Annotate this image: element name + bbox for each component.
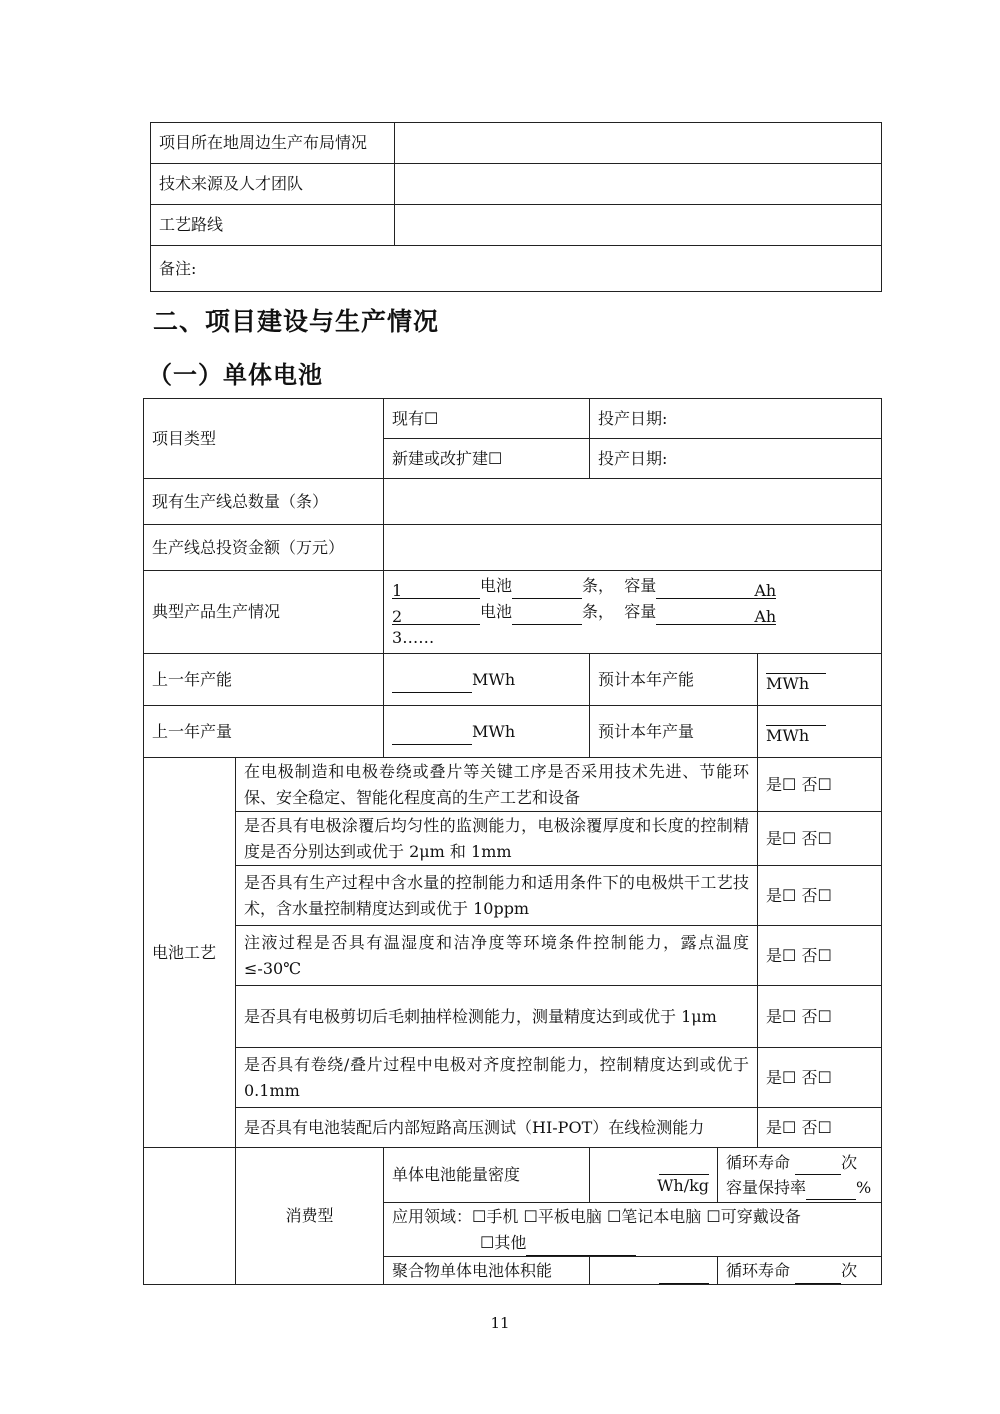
value-process-route[interactable] (395, 205, 882, 246)
existing-start-date[interactable]: 投产日期: (590, 399, 882, 439)
project-info-table (150, 122, 882, 292)
cycle-retention-cell[interactable]: 循环寿命 次 容量保持率 % (718, 1148, 882, 1203)
value-surrounding-layout[interactable] (395, 123, 882, 164)
label-line-count: 现有生产线总数量（条） (144, 479, 384, 525)
label-capacity-estimate: 预计本年产能 (590, 654, 758, 706)
label-application: 应用领域： (392, 1206, 473, 1226)
label-output-estimate: 预计本年产量 (590, 706, 758, 758)
process-item-text: 在电极制造和电极卷绕或叠片等关键工序是否采用技术先进、节能环保、安全稳定、智能化程度高的生产工艺和设备 (236, 758, 758, 812)
app-option-wearable[interactable]: ☐可穿戴设备 (706, 1206, 801, 1226)
value-capacity-last-year[interactable]: MWh (384, 654, 590, 706)
option-new-or-expand[interactable]: 新建或改扩建☐ (384, 439, 590, 479)
value-energy-density[interactable]: Wh/kg (590, 1148, 718, 1203)
label-battery-process: 电池工艺 (144, 758, 236, 1148)
process-item-choice[interactable]: 是☐ 否☐ (758, 758, 882, 812)
process-item-text: 是否具有电池装配后内部短路高压测试（HI-POT）在线检测能力 (236, 1108, 758, 1148)
value-polymer-volume-energy[interactable] (590, 1257, 718, 1285)
label-tech-source: 技术来源及人才团队 (151, 164, 395, 205)
section-title: 二、项目建设与生产情况 (153, 307, 440, 336)
polymer-cycle-cell[interactable]: 循环寿命 次 (718, 1257, 882, 1285)
consumer-blank-cell (144, 1148, 236, 1285)
process-item-text: 是否具有生产过程中含水量的控制能力和适用条件下的电极烘干工艺技术，含水量控制精度达到或优于 10ppm (236, 866, 758, 926)
value-investment[interactable] (384, 525, 882, 571)
label-output-last-year: 上一年产量 (144, 706, 384, 758)
app-option-tablet[interactable]: ☐平板电脑 (523, 1206, 602, 1226)
value-line-count[interactable] (384, 479, 882, 525)
value-output-last-year[interactable]: MWh (384, 706, 590, 758)
label-capacity-last-year: 上一年产能 (144, 654, 384, 706)
typical-line-1: 1 电池 条， 容量 Ah (392, 576, 777, 600)
value-tech-source[interactable] (395, 164, 882, 205)
new-start-date[interactable]: 投产日期: (590, 439, 882, 479)
typical-line-3: 3…… (392, 628, 435, 647)
label-project-type: 项目类型 (144, 399, 384, 479)
process-item-choice[interactable]: 是☐ 否☐ (758, 926, 882, 986)
remark-field[interactable]: 备注: (151, 246, 882, 292)
typical-line-2: 2 电池 条， 容量 Ah (392, 602, 777, 626)
label-energy-density: 单体电池能量密度 (384, 1148, 590, 1203)
label-consumer-type: 消费型 (236, 1148, 384, 1285)
process-item-choice[interactable]: 是☐ 否☐ (758, 1108, 882, 1148)
process-item-choice[interactable]: 是☐ 否☐ (758, 1048, 882, 1108)
label-process-route: 工艺路线 (151, 205, 395, 246)
application-field-cell[interactable] (384, 1203, 882, 1257)
subsection-title: （一）单体电池 (148, 361, 323, 389)
label-surrounding-layout: 项目所在地周边生产布局情况 (151, 123, 395, 164)
process-item-choice[interactable]: 是☐ 否☐ (758, 866, 882, 926)
label-polymer-volume-energy: 聚合物单体电池体积能 (384, 1257, 590, 1285)
app-option-other[interactable]: ☐其他 (480, 1232, 527, 1252)
process-item-choice[interactable]: 是☐ 否☐ (758, 812, 882, 866)
typical-products-field[interactable] (384, 571, 882, 654)
battery-table (143, 398, 882, 1285)
process-item-text: 是否具有卷绕/叠片过程中电极对齐度控制能力，控制精度达到或优于 0.1mm (236, 1048, 758, 1108)
process-item-text: 是否具有电极剪切后毛刺抽样检测能力，测量精度达到或优于 1μm (236, 986, 758, 1048)
label-investment: 生产线总投资金额（万元） (144, 525, 384, 571)
label-typical-products: 典型产品生产情况 (144, 571, 384, 654)
process-item-text: 是否具有电极涂覆后均匀性的监测能力，电极涂覆厚度和长度的控制精度是否分别达到或优于 2μm 和 1mm (236, 812, 758, 866)
option-existing[interactable]: 现有☐ (384, 399, 590, 439)
process-item-text: 注液过程是否具有温湿度和洁净度等环境条件控制能力，露点温度≤-30℃ (236, 926, 758, 986)
value-output-estimate[interactable]: MWh (758, 706, 882, 758)
app-option-laptop[interactable]: ☐笔记本电脑 (606, 1206, 702, 1226)
process-item-choice[interactable]: 是☐ 否☐ (758, 986, 882, 1048)
app-option-phone[interactable]: ☐手机 (472, 1206, 519, 1226)
value-capacity-estimate[interactable]: MWh (758, 654, 882, 706)
page-number: 11 (490, 1314, 510, 1332)
